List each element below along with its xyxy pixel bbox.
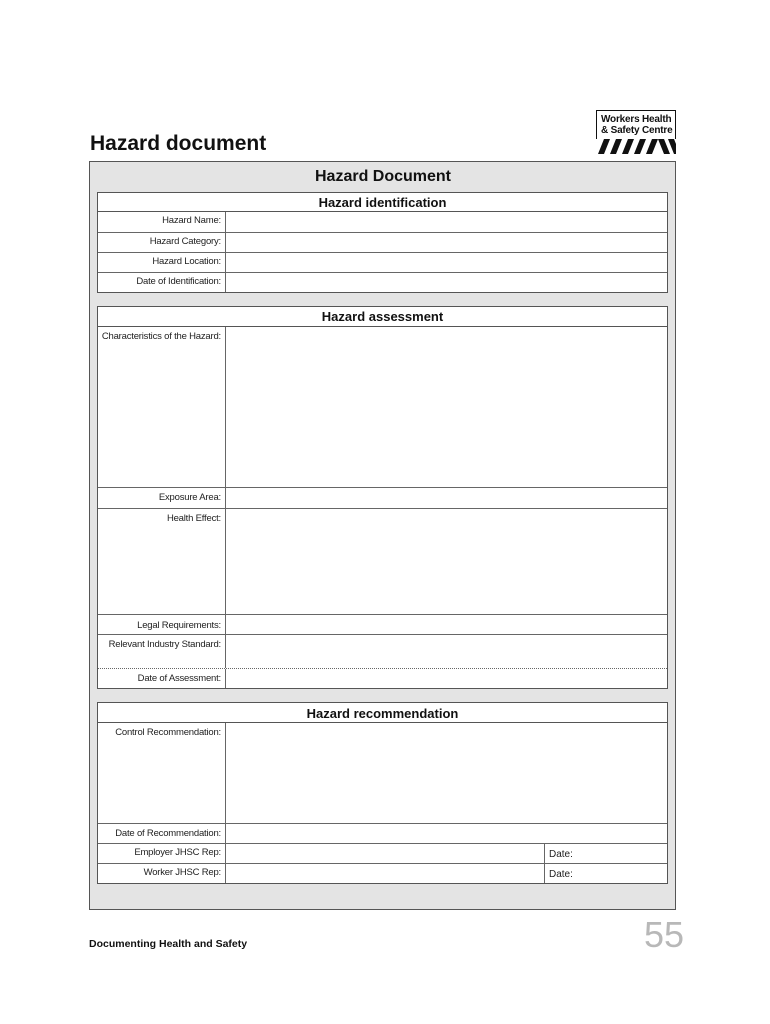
label-characteristics: Characteristics of the Hazard: xyxy=(101,331,221,342)
label-control-recommendation: Control Recommendation: xyxy=(115,727,221,738)
row-health-effect xyxy=(98,509,667,615)
footer-text: Documenting Health and Safety xyxy=(89,938,248,950)
hazard-assessment-section xyxy=(97,306,668,689)
characteristics-field[interactable] xyxy=(226,327,667,487)
row-worker-rep xyxy=(98,864,667,883)
logo-box xyxy=(596,110,676,140)
organization-logo xyxy=(596,110,676,154)
section-title-identification: Hazard identification xyxy=(98,193,667,212)
logo-text-line-2: & Safety Centre xyxy=(601,125,673,136)
employer-rep-date-field[interactable] xyxy=(544,844,667,863)
row-control-recommendation xyxy=(98,723,667,824)
date-of-assessment-field[interactable] xyxy=(226,669,667,688)
label-date-of-assessment: Date of Assessment: xyxy=(137,673,221,684)
label-cell xyxy=(98,669,226,688)
section-title-assessment: Hazard assessment xyxy=(98,307,667,327)
row-industry-standard xyxy=(98,635,667,669)
row-hazard-category xyxy=(98,233,667,253)
label-cell xyxy=(98,615,226,634)
label-worker-rep: Worker JHSC Rep: xyxy=(143,867,221,878)
row-hazard-name xyxy=(98,212,667,233)
label-employer-rep-date: Date: xyxy=(549,849,573,860)
row-date-of-identification xyxy=(98,273,667,292)
row-date-of-assessment xyxy=(98,669,667,688)
date-of-recommendation-field[interactable] xyxy=(226,824,667,843)
label-hazard-category: Hazard Category: xyxy=(149,236,221,247)
label-hazard-location: Hazard Location: xyxy=(152,256,221,267)
page-number: 55 xyxy=(643,914,684,955)
hazard-stripes-icon xyxy=(596,139,676,154)
row-exposure-area xyxy=(98,488,667,509)
date-of-identification-field[interactable] xyxy=(226,273,667,292)
label-health-effect: Health Effect: xyxy=(166,513,221,524)
label-cell xyxy=(98,635,226,668)
control-recommendation-field[interactable] xyxy=(226,723,667,823)
label-cell xyxy=(98,864,226,883)
row-legal-requirements xyxy=(98,615,667,635)
label-worker-rep-date: Date: xyxy=(549,869,573,880)
label-legal-requirements: Legal Requirements: xyxy=(137,620,221,631)
row-date-of-recommendation xyxy=(98,824,667,844)
worker-rep-date-field[interactable] xyxy=(544,864,667,883)
label-cell xyxy=(98,233,226,252)
row-employer-rep xyxy=(98,844,667,864)
health-effect-field[interactable] xyxy=(226,509,667,614)
label-date-of-recommendation: Date of Recommendation: xyxy=(115,828,221,839)
label-cell xyxy=(98,212,226,232)
exposure-area-field[interactable] xyxy=(226,488,667,508)
label-cell xyxy=(98,723,226,823)
page-title: Hazard document xyxy=(90,132,267,155)
hazard-category-field[interactable] xyxy=(226,233,667,252)
label-cell xyxy=(98,253,226,272)
form-title-text: Hazard Document xyxy=(314,168,452,185)
hazard-location-field[interactable] xyxy=(226,253,667,272)
label-industry-standard: Relevant Industry Standard: xyxy=(108,639,221,650)
label-cell xyxy=(98,327,226,487)
hazard-name-field[interactable] xyxy=(226,212,667,232)
label-employer-rep: Employer JHSC Rep: xyxy=(134,847,221,858)
label-date-of-identification: Date of Identification: xyxy=(136,276,221,287)
label-cell xyxy=(98,824,226,843)
row-characteristics xyxy=(98,327,667,488)
logo-text-line-1: Workers Health xyxy=(601,114,672,125)
section-title-recommendation: Hazard recommendation xyxy=(98,703,667,723)
label-cell xyxy=(98,844,226,863)
hazard-identification-section xyxy=(97,192,668,293)
label-cell xyxy=(98,273,226,292)
hazard-recommendation-section xyxy=(97,702,668,884)
label-exposure-area: Exposure Area: xyxy=(158,492,221,503)
label-cell xyxy=(98,488,226,508)
label-cell xyxy=(98,509,226,614)
industry-standard-field[interactable] xyxy=(226,635,667,668)
form-title xyxy=(0,168,770,186)
legal-requirements-field[interactable] xyxy=(226,615,667,634)
row-hazard-location xyxy=(98,253,667,273)
label-hazard-name: Hazard Name: xyxy=(162,215,221,226)
